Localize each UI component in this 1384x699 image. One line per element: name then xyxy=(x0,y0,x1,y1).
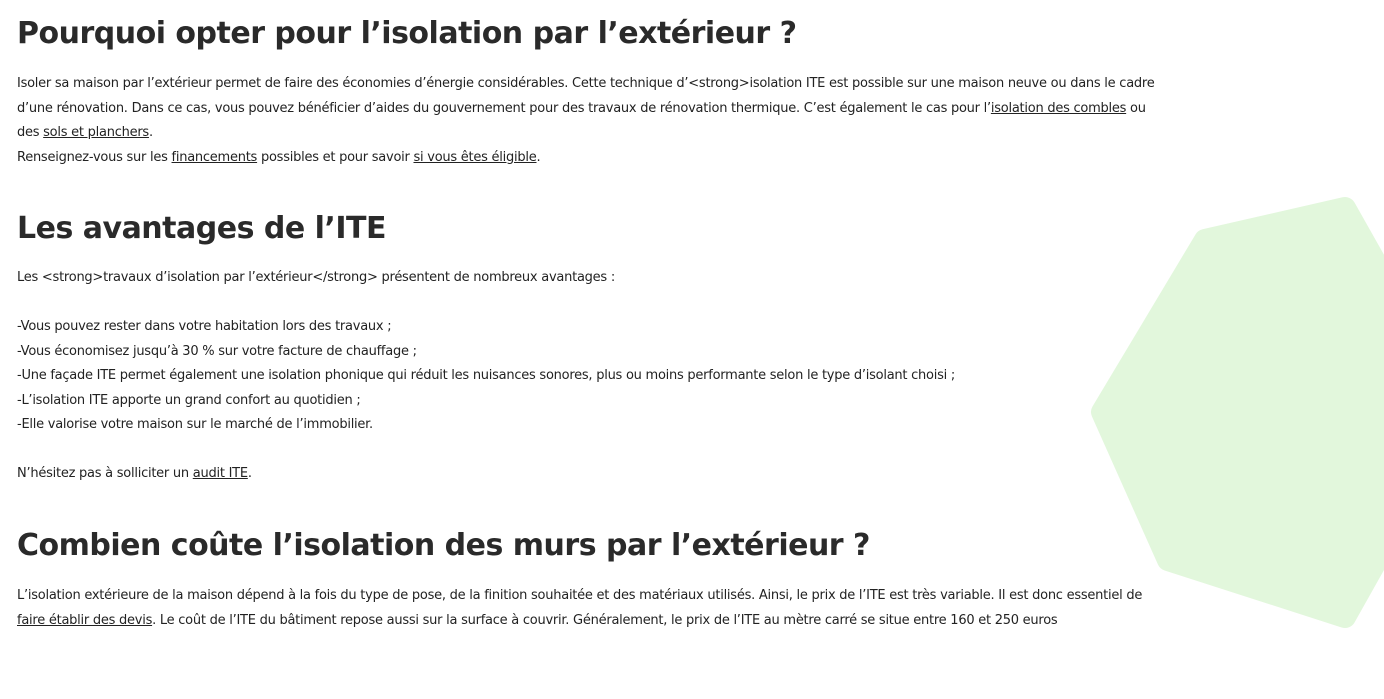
text-line xyxy=(17,121,1154,146)
text: . Le coût de l’ITE du bâtiment repose aussi sur la surface à couvrir. Généralement, le prix de l’ITE au mètre carré se situe entre 160 et 250 euros xyxy=(152,612,1058,628)
paragraph-intro xyxy=(17,72,1154,170)
text: . xyxy=(148,125,153,140)
list-item: -Une façade ITE permet également une isolation phonique qui réduit les nuisances sonores, plus ou moins performante selon le type d’isolant choisi ; xyxy=(17,368,955,383)
heading-cout-isolation: Combien coûte l’isolation des murs par l’extérieur ? xyxy=(17,528,870,563)
link-isolation-combles[interactable]: isolation des combles xyxy=(990,100,1127,116)
link-devis[interactable]: faire établir des devis xyxy=(17,612,153,628)
text: N’hésitez pas à solliciter un xyxy=(17,466,193,481)
paragraph-avantages xyxy=(17,266,955,487)
text: des xyxy=(17,125,44,140)
text: . xyxy=(247,466,252,481)
text-line: Isoler sa maison par l’extérieur permet de faire des économies d’énergie considérables. Cette technique d’<strong>isolation ITE est possible sur une maison neuve ou dans le cadre xyxy=(17,76,1155,91)
heading-why-exterior-insulation: Pourquoi opter pour l’isolation par l’extérieur ? xyxy=(17,16,797,51)
spacer xyxy=(17,291,955,316)
list-item: -Elle valorise votre maison sur le marché de l’immobilier. xyxy=(17,417,373,432)
text-line xyxy=(17,146,1154,171)
text-line: L’isolation extérieure de la maison dépend à la fois du type de pose, de la finition souhaitée et des matériaux utilisés. Ainsi, le prix de l’ITE est très variable. Il est donc essentiel de xyxy=(17,588,1143,603)
text: d’une rénovation. Dans ce cas, vous pouvez bénéficier d’aides du gouvernement pour des travaux de rénovation thermique. C’est également le cas pour l’ xyxy=(17,100,991,116)
link-eligibilite[interactable]: si vous êtes éligible xyxy=(413,149,537,165)
link-sols-planchers[interactable]: sols et planchers xyxy=(43,125,149,140)
text-line xyxy=(17,462,955,487)
text: . xyxy=(536,149,541,165)
list-item: -L’isolation ITE apporte un grand confort au quotidien ; xyxy=(17,392,361,408)
text: ou xyxy=(1126,100,1146,116)
list-item: -Vous pouvez rester dans votre habitation lors des travaux ; xyxy=(17,319,392,334)
heading-avantages-ite: Les avantages de l’ITE xyxy=(17,211,386,246)
text: Renseignez-vous sur les xyxy=(17,149,172,165)
link-financements[interactable]: financements xyxy=(171,149,258,165)
text-line: Les <strong>travaux d’isolation par l’extérieur</strong> présentent de nombreux avantages : xyxy=(17,270,615,285)
paragraph-cout xyxy=(17,584,1142,633)
text: possibles et pour savoir xyxy=(257,149,414,165)
text-line xyxy=(17,609,1142,634)
link-audit-ite[interactable]: audit ITE xyxy=(192,466,248,481)
text-line xyxy=(17,97,1154,122)
spacer xyxy=(17,438,955,463)
list-item: -Vous économisez jusqu’à 30 % sur votre facture de chauffage ; xyxy=(17,343,417,359)
